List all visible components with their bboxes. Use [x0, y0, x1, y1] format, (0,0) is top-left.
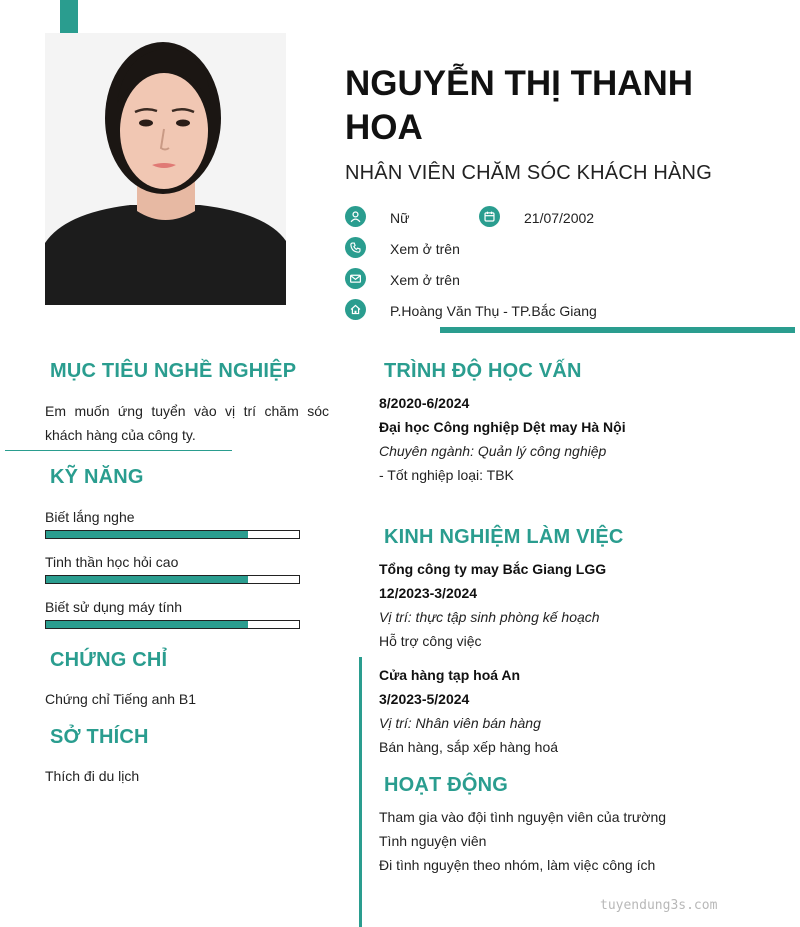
candidate-name: NGUYỄN THỊ THANH HOA — [345, 64, 694, 147]
header-divider — [440, 327, 795, 333]
skill-fill — [46, 576, 248, 583]
objective-title: MỤC TIÊU NGHỀ NGHIỆP — [50, 360, 297, 382]
timeline-line — [359, 657, 362, 927]
portrait-illustration — [45, 33, 286, 305]
skill-bar — [45, 620, 300, 629]
activity-item: Tình nguyện viên — [379, 833, 487, 849]
calendar-icon — [479, 206, 500, 227]
experience-company: Tổng công ty may Bắc Giang LGG — [379, 561, 607, 577]
person-icon — [345, 206, 366, 227]
skill-fill — [46, 621, 248, 628]
skill-label: Biết sử dụng máy tính — [45, 599, 182, 615]
phone-icon — [345, 237, 366, 258]
certificate-item: Chứng chỉ Tiếng anh B1 — [45, 691, 197, 707]
gender-value: Nữ — [390, 210, 410, 226]
activity-item: Tham gia vào đội tình nguyện viên của trường — [379, 809, 667, 825]
education-title: TRÌNH ĐỘ HỌC VẤN — [384, 360, 582, 382]
skill-fill — [46, 531, 248, 538]
education-major: Chuyên ngành: Quản lý công nghiệp — [379, 443, 607, 459]
skills-title: KỸ NĂNG — [50, 466, 144, 488]
experience-position: Vị trí: Nhân viên bán hàng — [379, 715, 541, 731]
birthday-value: 21/07/2002 — [524, 210, 595, 226]
watermark: tuyendung3s.com — [600, 898, 718, 913]
mail-icon — [345, 268, 366, 289]
experience-description: Bán hàng, sắp xếp hàng hoá — [379, 739, 559, 755]
phone-value: Xem ở trên — [390, 241, 460, 257]
experience-period: 12/2023-3/2024 — [379, 585, 478, 601]
skill-bar — [45, 575, 300, 584]
experience-period: 3/2023-5/2024 — [379, 691, 470, 707]
certificates-title: CHỨNG CHỈ — [50, 649, 168, 671]
objective-divider — [5, 450, 232, 451]
education-school: Đại học Công nghiệp Dệt may Hà Nội — [379, 419, 626, 435]
objective-text: Em muốn ứng tuyển vào vị trí chăm sóc khách hàng của công ty. — [45, 403, 329, 443]
skill-bar — [45, 530, 300, 539]
experience-position: Vị trí: thực tập sinh phòng kế hoạch — [379, 609, 600, 625]
profile-photo — [45, 33, 286, 305]
education-period: 8/2020-6/2024 — [379, 395, 470, 411]
job-title: NHÂN VIÊN CHĂM SÓC KHÁCH HÀNG — [345, 162, 712, 184]
home-icon — [345, 299, 366, 320]
education-grade: - Tốt nghiệp loại: TBK — [379, 467, 514, 483]
experience-company: Cửa hàng tạp hoá An — [379, 667, 521, 683]
activities-title: HOẠT ĐỘNG — [384, 774, 509, 796]
activity-item: Đi tình nguyện theo nhóm, làm việc công ích — [379, 857, 656, 873]
experience-title: KINH NGHIỆM LÀM VIỆC — [384, 526, 624, 548]
skill-label: Biết lắng nghe — [45, 509, 135, 525]
address-value: P.Hoàng Văn Thụ - TP.Bắc Giang — [390, 303, 597, 319]
skill-label: Tinh thần học hỏi cao — [45, 554, 179, 570]
email-value: Xem ở trên — [390, 272, 460, 288]
experience-description: Hỗ trợ công việc — [379, 633, 482, 649]
hobby-item: Thích đi du lịch — [45, 768, 140, 784]
hobbies-title: SỞ THÍCH — [50, 726, 149, 748]
